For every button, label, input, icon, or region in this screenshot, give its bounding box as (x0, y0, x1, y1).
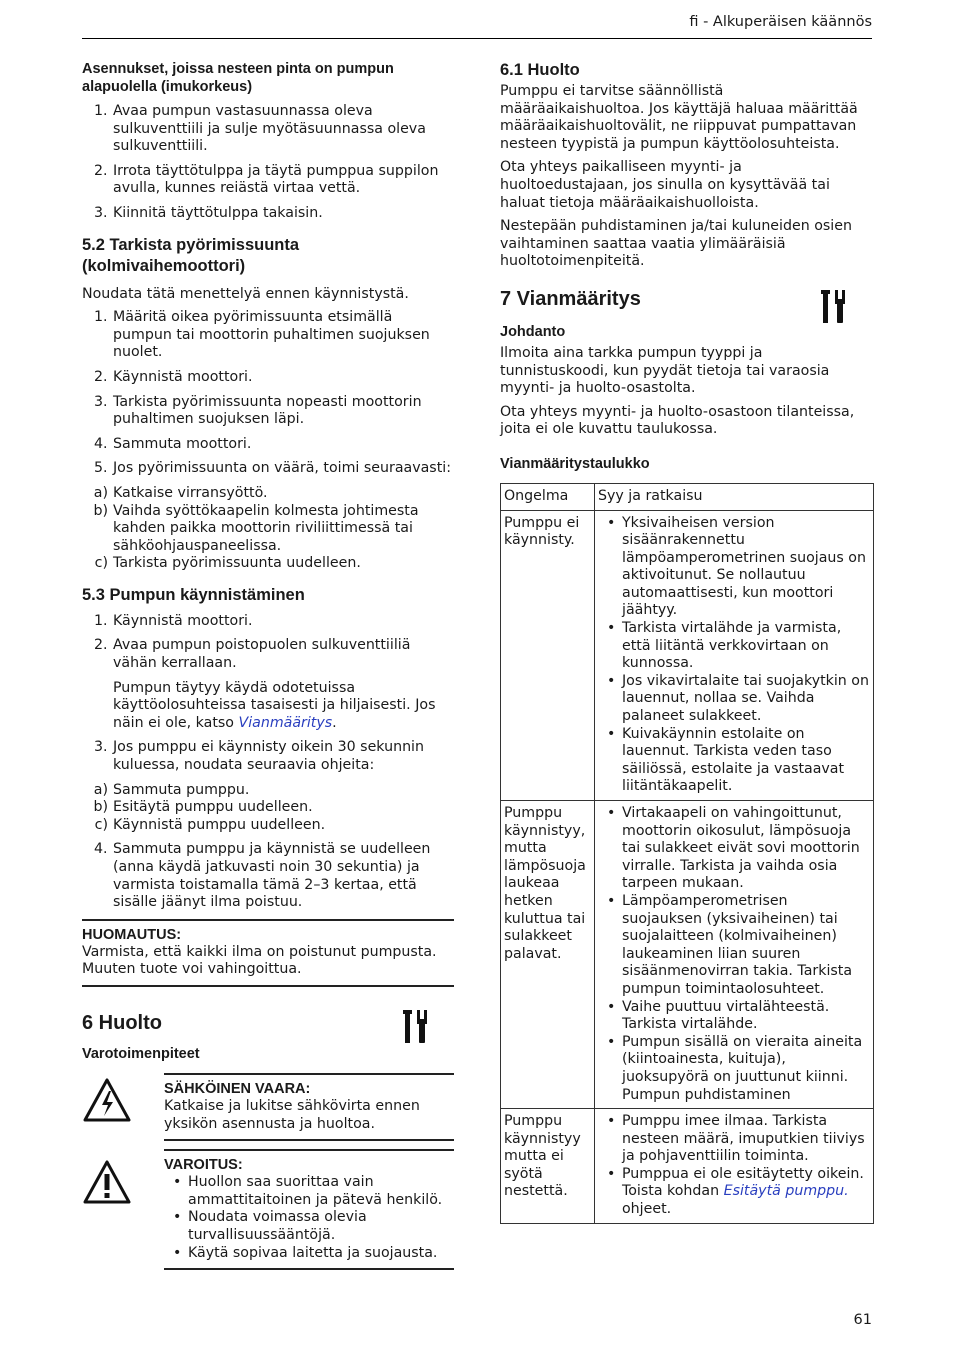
troubleshooting-link[interactable]: Vianmääritys (238, 714, 333, 731)
page-number: 61 (853, 1312, 872, 1328)
list-item: • Tarkista virtalähde ja varmista, että liitäntä verkkovirtaan on kunnossa. (598, 620, 870, 673)
header-text: fi - Alkuperäisen käännös (689, 14, 872, 30)
list-item: 3. Kiinnitä täyttötulppa takaisin. (94, 204, 323, 221)
problem-cell: Pumppu käynnistyy mutta ei syötä nestettä. (501, 1109, 595, 1224)
section-title-6-1: 6.1 Huolto (500, 61, 580, 79)
solution-cell (595, 1109, 874, 1224)
list-item: 5. Jos pyörimissuunta on väärä, toimi seuraavasti: (94, 460, 451, 477)
list-item: • Yksivaiheisen version sisäänrakennettu lämpöamperometrinen suojaus on aktivoitunut. Se nollautuu automaattisesti, kun moottori jäähtyy. (598, 515, 870, 621)
list-item: 3. Jos pumppu ei käynnisty oikein 30 sekunnin kuluessa, noudata seuraavia ohjeita: (94, 739, 424, 774)
problem-cell: Pumppu käynnistyy, mutta lämpösuoja laukeaa hetken kuluttua tai sulakkeet palavat. (501, 801, 595, 1109)
troubleshooting-table (500, 483, 874, 1224)
paragraph: Ota yhteys paikalliseen myynti- ja huoltoedustajaan, jos sinulla on kysyttävää tai haluat tietoja määräaikaishuolloista. (500, 159, 830, 211)
list-item: • Vaihe puuttuu virtalähteestä. Tarkista virtalähde. (598, 999, 870, 1034)
list-item: a) Katkaise virransyöttö. (93, 484, 268, 501)
section-title-suction-lift: Asennukset, joissa nesteen pinta on pumpun alapuolella (imukorkeus) (82, 61, 394, 95)
page-header (82, 14, 872, 39)
startup-substeps (82, 782, 454, 835)
section-title-5-3: 5.3 Pumpun käynnistäminen (82, 585, 305, 604)
list-item: 2. Irrota täyttötulppa ja täytä pumppua suppilon avulla, kunnes reiästä virtaa vettä. (94, 162, 439, 197)
list-item: 3. Tarkista pyörimissuunta nopeasti moottorin puhaltimen suojuksen läpi. (94, 393, 422, 428)
startup-steps (82, 613, 454, 775)
paragraph: Pumppu ei tarvitse säännöllistä määräaikaishuoltoa. Jos käyttäjä haluaa määrittää määräaikaishuoltovälit, ne riippuvat pumpattavan nesteen tyypistä ja pumpun käyttöolosuhteista. (500, 83, 858, 152)
tools-icon (818, 289, 848, 331)
table-row (501, 1109, 874, 1224)
list-item: 1. Käynnistä moottori. (94, 612, 253, 629)
list-item: • Jos vikavirtalaite tai suojakytkin on lauennut, nollaa se. Vaihda palaneet sulakkeet. (598, 673, 870, 726)
list-item: 4. Sammuta moottori. (94, 435, 252, 452)
list-item: 2. Käynnistä moottori. (94, 368, 253, 385)
list-item: • Virtakaapeli on vahingoittunut, moottorin oikosulut, lämpösuoja tai sulakkeet eivät sovi moottorin virralle. Tarkista ja vaihda osia tarpeen mukaan. (598, 805, 870, 893)
note-text: Varmista, että kaikki ilma on poistunut pumpusta. Muuten tuote voi vahingoittua. (82, 943, 437, 978)
list-item: c) Tarkista pyörimissuunta uudelleen. (94, 555, 361, 572)
list-item: • Pumppu imee ilmaa. Tarkista nesteen määrä, imuputkien tiiviys ja pohjaventtiilin toiminta. (598, 1113, 870, 1166)
paragraph: Nestepään puhdistaminen ja/tai kuluneiden osien vaihtaminen saattaa vaatia ylimääräisiä huoltotoimenpiteitä. (500, 218, 852, 270)
right-column (500, 60, 872, 1224)
section-7 (500, 287, 872, 341)
table-header-row (501, 483, 874, 510)
section-title-6: 6 Huolto (82, 1011, 162, 1034)
warning-icon (82, 1159, 132, 1211)
warning-title: VAROITUS: (164, 1157, 243, 1174)
list-item: • Huollon saa suorittaa vain ammattitaitoinen ja pätevä henkilö. (164, 1174, 454, 1209)
danger-title: SÄHKÖINEN VAARA: (164, 1080, 311, 1097)
section-5-2-intro: Noudata tätä menettelyä ennen käynnistystä. (82, 285, 409, 302)
danger-body (164, 1073, 454, 1141)
list-item: • Pumppua ei ole esitäytetty oikein. Toista kohdan Esitäytä pumppu. ohjeet. (598, 1166, 870, 1219)
warning-box (82, 1149, 454, 1270)
electrical-hazard-icon (82, 1077, 132, 1129)
solution-cell (595, 801, 874, 1109)
suction-lift-steps (82, 103, 454, 223)
list-item: • Lämpöamperometrisen suojauksen (yksivaiheinen) tai suojalaitteen (kolmivaiheinen) laukeaminen liian suuren sisäänmenovirran takia. Tarkista pumpun toimintaolosuhteet. (598, 893, 870, 999)
note-box (82, 919, 454, 987)
table-row (501, 801, 874, 1109)
rotation-steps (82, 309, 454, 478)
list-item: • Käytä sopivaa laitetta ja suojausta. (164, 1245, 454, 1263)
list-item: b) Vaihda syöttökaapelin kolmesta johtimesta kahden paikka moottorin riviliittimessä tai sähköohjauspaneelissa. (93, 502, 419, 554)
danger-text: Katkaise ja lukitse sähkövirta ennen yksikön asennusta ja huoltoa. (164, 1097, 420, 1132)
list-item: • Kuivakäynnin estolaite on lauennut. Tarkista veden taso säiliössä, estolaite ja vastaavat liitäntäkaapelit. (598, 726, 870, 796)
list-item: 2. Avaa pumpun poistopuolen sulkuventtiiliä vähän kerrallaan. Pumpun täytyy käydä odotetuissa käyttöolosuhteissa tasaisesti ja hiljaisesti. Jos näin ei ole, katso Vianmääritys. (82, 637, 454, 732)
tools-icon (400, 1009, 430, 1051)
list-item: c) Käynnistä pumppu uudelleen. (94, 816, 326, 833)
list-item: a) Sammuta pumppu. (93, 781, 250, 798)
paragraph: Ota yhteys myynti- ja huolto-osastoon tilanteissa, joita ei ole kuvattu taulukossa. (500, 403, 855, 438)
list-item: • Pumpun sisällä on vieraita aineita (kiintoainesta, kuituja), juoksupyörä on juuttunut kiinni. Pumpun puhdistaminen (598, 1034, 870, 1104)
section-title-7: 7 Vianmääritys (500, 287, 641, 310)
section-title-5-2: 5.2 Tarkista pyörimissuunta (kolmivaihemoottori) (82, 235, 300, 275)
startup-steps-cont (82, 841, 454, 911)
list-item: 1. Määritä oikea pyörimissuunta etsimällä pumpun tai moottorin puhaltimen suojuksen nuolet. (94, 309, 430, 361)
table-row (501, 510, 874, 801)
paragraph: Ilmoita aina tarkka pumpun tyyppi ja tunnistuskoodi, kun pyydät tietoja tai varaosia myynti- ja huolto-osastolta. (500, 344, 830, 397)
column-header: Syy ja ratkaisu (595, 483, 874, 510)
table-title: Vianmääritystaulukko (500, 455, 650, 472)
rotation-substeps (82, 485, 454, 573)
precautions-title: Varotoimenpiteet (82, 1045, 200, 1062)
list-item: • Noudata voimassa olevia turvallisuussääntöjä. (164, 1209, 454, 1244)
problem-cell: Pumppu ei käynnisty. (501, 510, 595, 801)
electrical-danger-box (82, 1073, 454, 1141)
list-item: b) Esitäytä pumppu uudelleen. (93, 799, 313, 816)
note-title: HUOMAUTUS: (82, 926, 182, 943)
list-item: 4. Sammuta pumppu ja käynnistä se uudelleen (anna käydä jatkuvasti noin 30 sekuntia) ja varmista toistamalla tämä 2–3 kertaa, että sisälle jäänyt ilma poistuu. (94, 841, 431, 911)
left-column (82, 60, 454, 1270)
warning-body (164, 1149, 454, 1270)
column-header: Ongelma (501, 483, 595, 510)
solution-cell (595, 510, 874, 801)
startup-step-2-paragraph: Pumpun täytyy käydä odotetuissa käyttöolosuhteissa tasaisesti ja hiljaisesti. Jos näin ei ole, katso Vianmääritys. (113, 679, 436, 731)
introduction-title: Johdanto (500, 323, 566, 340)
prime-pump-link[interactable]: Esitäytä pumppu. (723, 1183, 849, 1200)
section-6 (82, 1011, 454, 1063)
list-item: 1. Avaa pumpun vastasuunnassa oleva sulkuventtiili ja sulje myötäsuunnassa oleva sulkuventtiili. (94, 103, 426, 155)
